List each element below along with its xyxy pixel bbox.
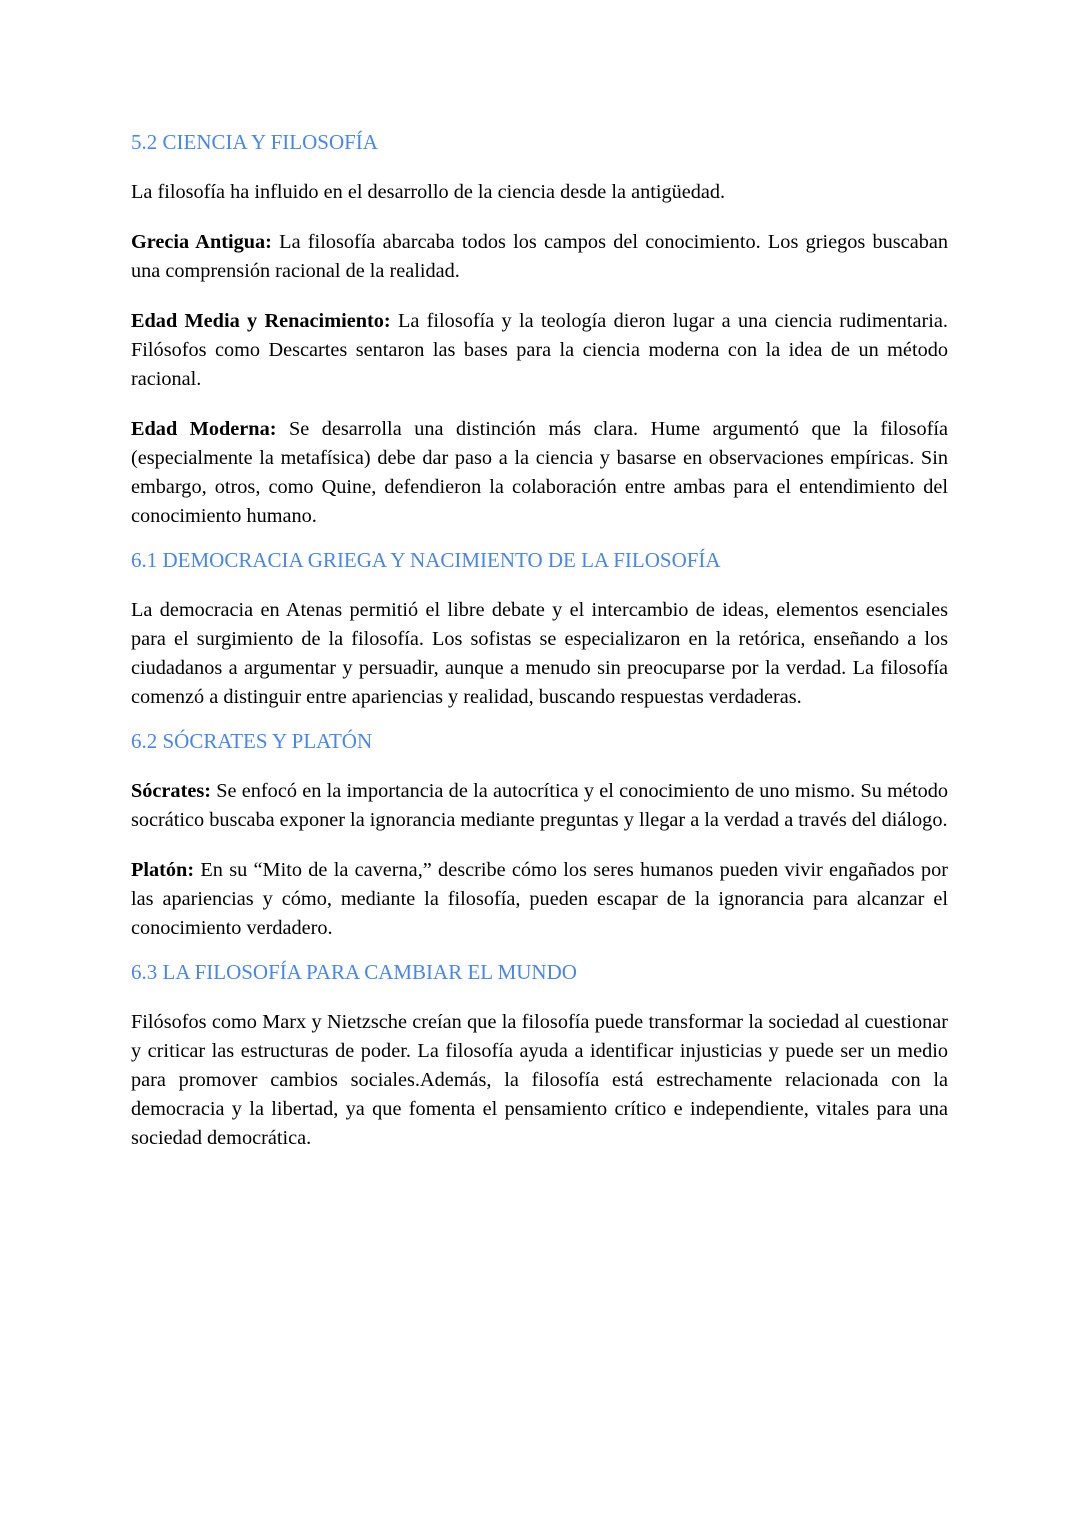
- paragraph: Platón: En su “Mito de la caverna,” describe cómo los seres humanos pueden vivir engañados por las apariencias y cómo, mediante la filosofía, pueden escapar de la ignorancia para alcanzar el conocimiento verdadero.: [131, 859, 948, 939]
- paragraph: La filosofía ha influido en el desarrollo de la ciencia desde la antigüedad.: [131, 181, 726, 203]
- document-page: [131, 128, 948, 1174]
- paragraph-lead: Grecia Antigua:: [131, 231, 272, 253]
- paragraph: La democracia en Atenas permitió el libre debate y el intercambio de ideas, elementos esenciales para el surgimiento de la filosofía. Los sofistas se especializaron en la retórica, enseñando a los ciudadanos a argumentar y persuadir, aunque a menudo sin preocuparse por la verdad. La filosofía comenzó a distinguir entre apariencias y realidad, buscando respuestas verdaderas.: [131, 599, 948, 708]
- section-heading: 6.1 DEMOCRACIA GRIEGA Y NACIMIENTO DE LA FILOSOFÍA: [131, 548, 721, 572]
- section-heading: 6.3 LA FILOSOFÍA PARA CAMBIAR EL MUNDO: [131, 960, 577, 984]
- paragraph-lead: Sócrates:: [131, 780, 211, 802]
- paragraph: Sócrates: Se enfocó en la importancia de la autocrítica y el conocimiento de uno mismo. Su método socrático buscaba exponer la ignorancia mediante preguntas y llegar a la verdad a través del diálogo.: [131, 780, 948, 831]
- paragraph: Edad Media y Renacimiento: La filosofía y la teología dieron lugar a una ciencia rudimentaria. Filósofos como Descartes sentaron las bases para la ciencia moderna con la idea de un método racional.: [131, 310, 948, 390]
- section-heading: 5.2 CIENCIA Y FILOSOFÍA: [131, 130, 378, 154]
- paragraph: Edad Moderna: Se desarrolla una distinción más clara. Hume argumentó que la filosofía (especialmente la metafísica) debe dar paso a la ciencia y basarse en observaciones empíricas. Sin embargo, otros, como Quine, defendieron la colaboración entre ambas para el entendimiento del conocimiento humano.: [131, 418, 948, 527]
- paragraph: Grecia Antigua: La filosofía abarcaba todos los campos del conocimiento. Los griegos buscaban una comprensión racional de la realidad.: [131, 231, 948, 282]
- section-heading: 6.2 SÓCRATES Y PLATÓN: [131, 729, 373, 753]
- paragraph-lead: Platón:: [131, 859, 195, 881]
- paragraph-lead: Edad Moderna:: [131, 418, 277, 440]
- paragraph-lead: Edad Media y Renacimiento:: [131, 310, 391, 332]
- paragraph: Filósofos como Marx y Nietzsche creían que la filosofía puede transformar la sociedad al cuestionar y criticar las estructuras de poder. La filosofía ayuda a identificar injusticias y puede ser un medio para promover cambios sociales.Además, la filosofía está estrechamente relacionada con la democracia y la libertad, ya que fomenta el pensamiento crítico e independiente, vitales para una sociedad democrática.: [131, 1011, 948, 1149]
